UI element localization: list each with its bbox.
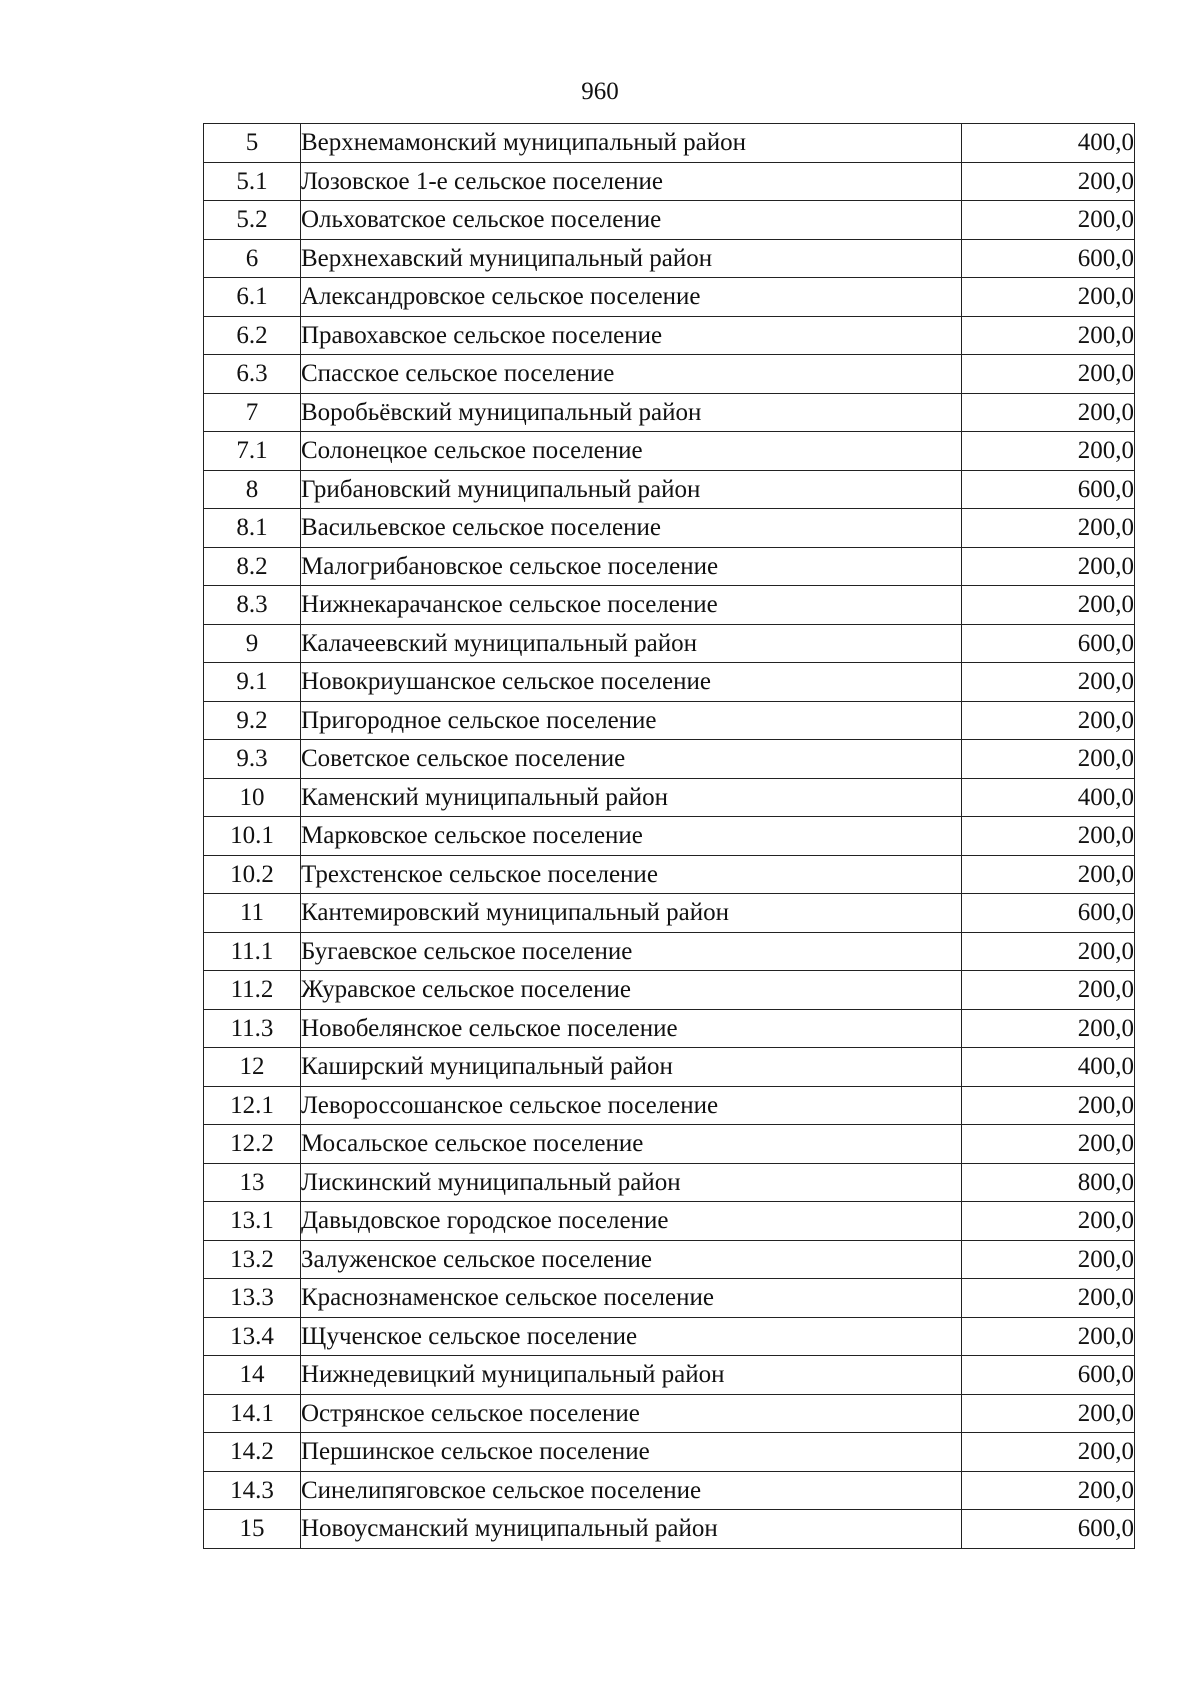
table-row [204,1048,1135,1087]
row-number-cell: 14.2 [204,1433,301,1472]
amount-cell: 200,0 [962,1240,1135,1279]
table-row [204,932,1135,971]
municipality-name-cell: Новобелянское сельское поселение [301,1009,962,1048]
amount-cell: 200,0 [962,663,1135,702]
amount-cell: 200,0 [962,162,1135,201]
table-row [204,316,1135,355]
municipality-name-cell: Мосальское сельское поселение [301,1125,962,1164]
municipality-name-cell: Каменский муниципальный район [301,778,962,817]
table-body [204,124,1135,1549]
municipality-name-cell: Ольховатское сельское поселение [301,201,962,240]
municipality-name-cell: Нижнекарачанское сельское поселение [301,586,962,625]
table-row [204,1471,1135,1510]
municipality-name-cell: Васильевское сельское поселение [301,509,962,548]
row-number-cell: 5 [204,124,301,163]
table-row [204,663,1135,702]
row-number-cell: 10 [204,778,301,817]
amount-cell: 600,0 [962,1510,1135,1549]
municipality-name-cell: Каширский муниципальный район [301,1048,962,1087]
table-row [204,393,1135,432]
row-number-cell: 8 [204,470,301,509]
municipality-name-cell: Марковское сельское поселение [301,817,962,856]
row-number-cell: 15 [204,1510,301,1549]
municipality-name-cell: Воробьёвский муниципальный район [301,393,962,432]
table-row [204,1086,1135,1125]
municipality-name-cell: Лозовское 1-е сельское поселение [301,162,962,201]
row-number-cell: 13.3 [204,1279,301,1318]
row-number-cell: 9.3 [204,740,301,779]
amount-cell: 200,0 [962,701,1135,740]
amount-cell: 200,0 [962,586,1135,625]
municipality-name-cell: Синелипяговское сельское поселение [301,1471,962,1510]
page-number: 960 [581,78,619,105]
municipality-name-cell: Александровское сельское поселение [301,278,962,317]
row-number-cell: 11 [204,894,301,933]
row-number-cell: 12.1 [204,1086,301,1125]
row-number-cell: 11.3 [204,1009,301,1048]
table-row [204,355,1135,394]
row-number-cell: 10.1 [204,817,301,856]
amount-cell: 200,0 [962,1433,1135,1472]
amount-cell: 200,0 [962,855,1135,894]
municipality-name-cell: Давыдовское городское поселение [301,1202,962,1241]
row-number-cell: 13.1 [204,1202,301,1241]
amount-cell: 600,0 [962,239,1135,278]
table-row [204,701,1135,740]
municipality-name-cell: Новоусманский муниципальный район [301,1510,962,1549]
amount-cell: 200,0 [962,201,1135,240]
row-number-cell: 13 [204,1163,301,1202]
table-row [204,740,1135,779]
amount-cell: 200,0 [962,1394,1135,1433]
municipality-name-cell: Журавское сельское поселение [301,971,962,1010]
table-row [204,778,1135,817]
amount-cell: 200,0 [962,1317,1135,1356]
municipality-name-cell: Верхнемамонский муниципальный район [301,124,962,163]
table-row [204,1202,1135,1241]
amount-cell: 600,0 [962,470,1135,509]
row-number-cell: 7.1 [204,432,301,471]
row-number-cell: 6.1 [204,278,301,317]
amount-cell: 800,0 [962,1163,1135,1202]
row-number-cell: 5.2 [204,201,301,240]
table-row [204,894,1135,933]
table-row [204,1317,1135,1356]
row-number-cell: 9 [204,624,301,663]
municipality-name-cell: Кантемировский муниципальный район [301,894,962,933]
amount-cell: 200,0 [962,971,1135,1010]
municipality-name-cell: Левороссошанское сельское поселение [301,1086,962,1125]
municipality-name-cell: Першинское сельское поселение [301,1433,962,1472]
amount-cell: 200,0 [962,1125,1135,1164]
table-row [204,855,1135,894]
table-row [204,1009,1135,1048]
table-row [204,547,1135,586]
amount-cell: 200,0 [962,1009,1135,1048]
row-number-cell: 6.3 [204,355,301,394]
amount-cell: 200,0 [962,1202,1135,1241]
municipality-name-cell: Советское сельское поселение [301,740,962,779]
allocation-table [203,123,1135,1549]
municipality-name-cell: Бугаевское сельское поселение [301,932,962,971]
table-row [204,1356,1135,1395]
amount-cell: 200,0 [962,278,1135,317]
table-row [204,624,1135,663]
row-number-cell: 12.2 [204,1125,301,1164]
table-row [204,586,1135,625]
row-number-cell: 9.1 [204,663,301,702]
table-row [204,1163,1135,1202]
table-row [204,1279,1135,1318]
table-row [204,162,1135,201]
amount-cell: 400,0 [962,1048,1135,1087]
table-row [204,124,1135,163]
amount-cell: 200,0 [962,355,1135,394]
amount-cell: 200,0 [962,740,1135,779]
amount-cell: 400,0 [962,124,1135,163]
municipality-name-cell: Нижнедевицкий муниципальный район [301,1356,962,1395]
row-number-cell: 10.2 [204,855,301,894]
table-row [204,509,1135,548]
municipality-name-cell: Трехстенское сельское поселение [301,855,962,894]
municipality-name-cell: Верхнехавский муниципальный район [301,239,962,278]
row-number-cell: 13.4 [204,1317,301,1356]
table-row [204,201,1135,240]
row-number-cell: 9.2 [204,701,301,740]
row-number-cell: 8.1 [204,509,301,548]
row-number-cell: 12 [204,1048,301,1087]
table-row [204,1510,1135,1549]
row-number-cell: 14 [204,1356,301,1395]
municipality-name-cell: Калачеевский муниципальный район [301,624,962,663]
amount-cell: 200,0 [962,817,1135,856]
row-number-cell: 13.2 [204,1240,301,1279]
municipality-name-cell: Острянское сельское поселение [301,1394,962,1433]
municipality-name-cell: Грибановский муниципальный район [301,470,962,509]
amount-cell: 200,0 [962,932,1135,971]
amount-cell: 200,0 [962,1279,1135,1318]
row-number-cell: 6 [204,239,301,278]
row-number-cell: 11.2 [204,971,301,1010]
amount-cell: 200,0 [962,432,1135,471]
municipality-name-cell: Малогрибановское сельское поселение [301,547,962,586]
table-row [204,470,1135,509]
table-row [204,1433,1135,1472]
table-row [204,1125,1135,1164]
municipality-name-cell: Пригородное сельское поселение [301,701,962,740]
row-number-cell: 6.2 [204,316,301,355]
amount-cell: 200,0 [962,1086,1135,1125]
amount-cell: 600,0 [962,1356,1135,1395]
amount-cell: 200,0 [962,316,1135,355]
municipality-name-cell: Щученское сельское поселение [301,1317,962,1356]
table-row [204,1240,1135,1279]
municipality-name-cell: Спасское сельское поселение [301,355,962,394]
table-row [204,817,1135,856]
amount-cell: 600,0 [962,624,1135,663]
row-number-cell: 11.1 [204,932,301,971]
amount-cell: 200,0 [962,509,1135,548]
municipality-name-cell: Солонецкое сельское поселение [301,432,962,471]
row-number-cell: 7 [204,393,301,432]
amount-cell: 400,0 [962,778,1135,817]
row-number-cell: 14.3 [204,1471,301,1510]
table-row [204,239,1135,278]
amount-cell: 200,0 [962,393,1135,432]
row-number-cell: 8.3 [204,586,301,625]
municipality-name-cell: Новокриушанское сельское поселение [301,663,962,702]
row-number-cell: 8.2 [204,547,301,586]
table-row [204,278,1135,317]
municipality-name-cell: Правохавское сельское поселение [301,316,962,355]
table-row [204,1394,1135,1433]
amount-cell: 200,0 [962,1471,1135,1510]
amount-cell: 200,0 [962,547,1135,586]
row-number-cell: 5.1 [204,162,301,201]
municipality-name-cell: Лискинский муниципальный район [301,1163,962,1202]
table-row [204,432,1135,471]
amount-cell: 600,0 [962,894,1135,933]
municipality-name-cell: Залуженское сельское поселение [301,1240,962,1279]
table-row [204,971,1135,1010]
row-number-cell: 14.1 [204,1394,301,1433]
municipality-name-cell: Краснознаменское сельское поселение [301,1279,962,1318]
